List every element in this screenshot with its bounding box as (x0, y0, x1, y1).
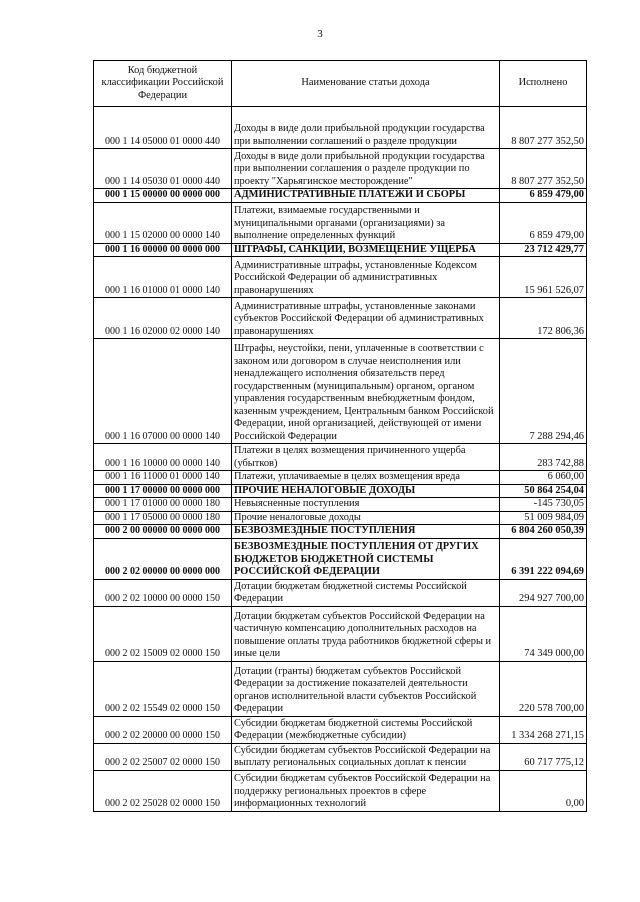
table-row (94, 538, 587, 579)
table-body (94, 107, 587, 812)
table-row (94, 484, 587, 498)
executed-amount-cell: 8 807 277 352,50 (500, 149, 587, 189)
executed-amount-cell: 6 859 479,00 (500, 202, 587, 243)
budget-code-cell: 000 2 02 15009 02 0000 150 (94, 606, 232, 661)
item-name-cell: Доходы в виде доли прибыльной продукции государства при выполнении соглашений о разделе продукции (232, 107, 500, 149)
budget-code-cell: 000 2 02 00000 00 0000 000 (94, 538, 232, 579)
table-row (94, 525, 587, 539)
item-name-cell: БЕЗВОЗМЕЗДНЫЕ ПОСТУПЛЕНИЯ ОТ ДРУГИХ БЮДЖЕТОВ БЮДЖЕТНОЙ СИСТЕМЫ РОССИЙСКОЙ ФЕДЕРАЦИИ (232, 538, 500, 579)
budget-code-cell: 000 1 14 05030 01 0000 440 (94, 149, 232, 189)
executed-amount-cell: 51 009 984,09 (500, 511, 587, 525)
table-row (94, 661, 587, 716)
page-number: 3 (317, 28, 323, 40)
item-name-cell: Платежи, уплачиваемые в целях возмещения вреда (232, 471, 500, 485)
table-row (94, 511, 587, 525)
executed-amount-cell: 23 712 429,77 (500, 243, 587, 257)
budget-code-cell: 000 1 16 02000 02 0000 140 (94, 298, 232, 339)
item-name-cell: Прочие неналоговые доходы (232, 511, 500, 525)
budget-code-cell: 000 2 00 00000 00 0000 000 (94, 525, 232, 539)
budget-code-cell: 000 1 16 11000 01 0000 140 (94, 471, 232, 485)
executed-amount-cell: 7 288 294,46 (500, 339, 587, 444)
table-row (94, 498, 587, 512)
executed-amount-cell: 172 806,36 (500, 298, 587, 339)
item-name-cell: Платежи в целях возмещения причиненного ущерба (убытков) (232, 444, 500, 471)
table-row (94, 107, 587, 149)
budget-code-cell: 000 2 02 25007 02 0000 150 (94, 743, 232, 770)
executed-amount-cell: 6 391 222 094,69 (500, 538, 587, 579)
budget-code-cell: 000 1 17 01000 00 0000 180 (94, 498, 232, 512)
item-name-cell: Субсидии бюджетам субъектов Российской Федерации на выплату региональных социальных доплат к пенсии (232, 743, 500, 770)
header-code: Код бюджетной классификации Российской Федерации (94, 61, 232, 107)
item-name-cell: Дотации (гранты) бюджетам субъектов Российской Федерации за достижение показателей деятельности органов исполнительной власти субъектов Российской Федерации (232, 661, 500, 716)
executed-amount-cell: 50 864 254,04 (500, 484, 587, 498)
table-row (94, 606, 587, 661)
header-name: Наименование статьи дохода (232, 61, 500, 107)
executed-amount-cell: 0,00 (500, 770, 587, 811)
executed-amount-cell: 15 961 526,07 (500, 257, 587, 298)
budget-code-cell: 000 1 15 00000 00 0000 000 (94, 189, 232, 203)
item-name-cell: Административные штрафы, установленные Кодексом Российской Федерации об административных правонарушениях (232, 257, 500, 298)
budget-code-cell: 000 1 14 05000 01 0000 440 (94, 107, 232, 149)
executed-amount-cell: 74 349 000,00 (500, 606, 587, 661)
budget-revenue-table (93, 60, 587, 812)
executed-amount-cell: 220 578 700,00 (500, 661, 587, 716)
item-name-cell: Штрафы, неустойки, пени, уплаченные в соответствии с законом или договором в случае неисполнения или ненадлежащего исполнения обязательств перед государственным (муниципальным) органом, органом управления государственным внебюджетным фондом, казенным учреждением, Центральным банком Российской Федерации, иной организацией, действующей от имени Российской Федерации (232, 339, 500, 444)
table-row (94, 579, 587, 606)
table-row (94, 716, 587, 743)
item-name-cell: Дотации бюджетам субъектов Российской Федерации на частичную компенсацию дополнительных расходов на повышение оплаты труда работников бюджетной сферы и иные цели (232, 606, 500, 661)
budget-code-cell: 000 2 02 20000 00 0000 150 (94, 716, 232, 743)
table-row (94, 339, 587, 444)
budget-code-cell: 000 2 02 15549 02 0000 150 (94, 661, 232, 716)
item-name-cell: Невыясненные поступления (232, 498, 500, 512)
executed-amount-cell: 1 334 268 271,15 (500, 716, 587, 743)
executed-amount-cell: -145 730,05 (500, 498, 587, 512)
item-name-cell: Дотации бюджетам бюджетной системы Российской Федерации (232, 579, 500, 606)
item-name-cell: Административные штрафы, установленные законами субъектов Российской Федерации об административных правонарушениях (232, 298, 500, 339)
executed-amount-cell: 294 927 700,00 (500, 579, 587, 606)
table-header-row (94, 61, 587, 107)
executed-amount-cell: 6 060,00 (500, 471, 587, 485)
budget-code-cell: 000 1 15 02000 00 0000 140 (94, 202, 232, 243)
budget-code-cell: 000 1 16 00000 00 0000 000 (94, 243, 232, 257)
item-name-cell: Платежи, взимаемые государственными и муниципальными органами (организациями) за выполнение определенных функций (232, 202, 500, 243)
table-row (94, 770, 587, 811)
executed-amount-cell: 60 717 775,12 (500, 743, 587, 770)
item-name-cell: Субсидии бюджетам субъектов Российской Федерации на поддержку региональных проектов в сфере информационных технологий (232, 770, 500, 811)
item-name-cell: Субсидии бюджетам бюджетной системы Российской Федерации (межбюджетные субсидии) (232, 716, 500, 743)
budget-code-cell: 000 2 02 10000 00 0000 150 (94, 579, 232, 606)
table-row (94, 471, 587, 485)
executed-amount-cell: 6 804 260 050,39 (500, 525, 587, 539)
item-name-cell: БЕЗВОЗМЕЗДНЫЕ ПОСТУПЛЕНИЯ (232, 525, 500, 539)
budget-code-cell: 000 1 16 07000 00 0000 140 (94, 339, 232, 444)
item-name-cell: ШТРАФЫ, САНКЦИИ, ВОЗМЕЩЕНИЕ УЩЕРБА (232, 243, 500, 257)
budget-code-cell: 000 1 16 10000 00 0000 140 (94, 444, 232, 471)
table-row (94, 743, 587, 770)
item-name-cell: Доходы в виде доли прибыльной продукции государства при выполнении соглашения о разделе продукции по проекту "Харьягинское месторождение" (232, 149, 500, 189)
table-row (94, 298, 587, 339)
table-row (94, 189, 587, 203)
executed-amount-cell: 283 742,88 (500, 444, 587, 471)
table-row (94, 257, 587, 298)
budget-code-cell: 000 2 02 25028 02 0000 150 (94, 770, 232, 811)
budget-code-cell: 000 1 17 00000 00 0000 000 (94, 484, 232, 498)
table-row (94, 149, 587, 189)
budget-code-cell: 000 1 17 05000 00 0000 180 (94, 511, 232, 525)
table-row (94, 202, 587, 243)
item-name-cell: ПРОЧИЕ НЕНАЛОГОВЫЕ ДОХОДЫ (232, 484, 500, 498)
executed-amount-cell: 6 859 479,00 (500, 189, 587, 203)
item-name-cell: АДМИНИСТРАТИВНЫЕ ПЛАТЕЖИ И СБОРЫ (232, 189, 500, 203)
header-executed: Исполнено (500, 61, 587, 107)
table-row (94, 444, 587, 471)
executed-amount-cell: 8 807 277 352,50 (500, 107, 587, 149)
budget-code-cell: 000 1 16 01000 01 0000 140 (94, 257, 232, 298)
table-row (94, 243, 587, 257)
